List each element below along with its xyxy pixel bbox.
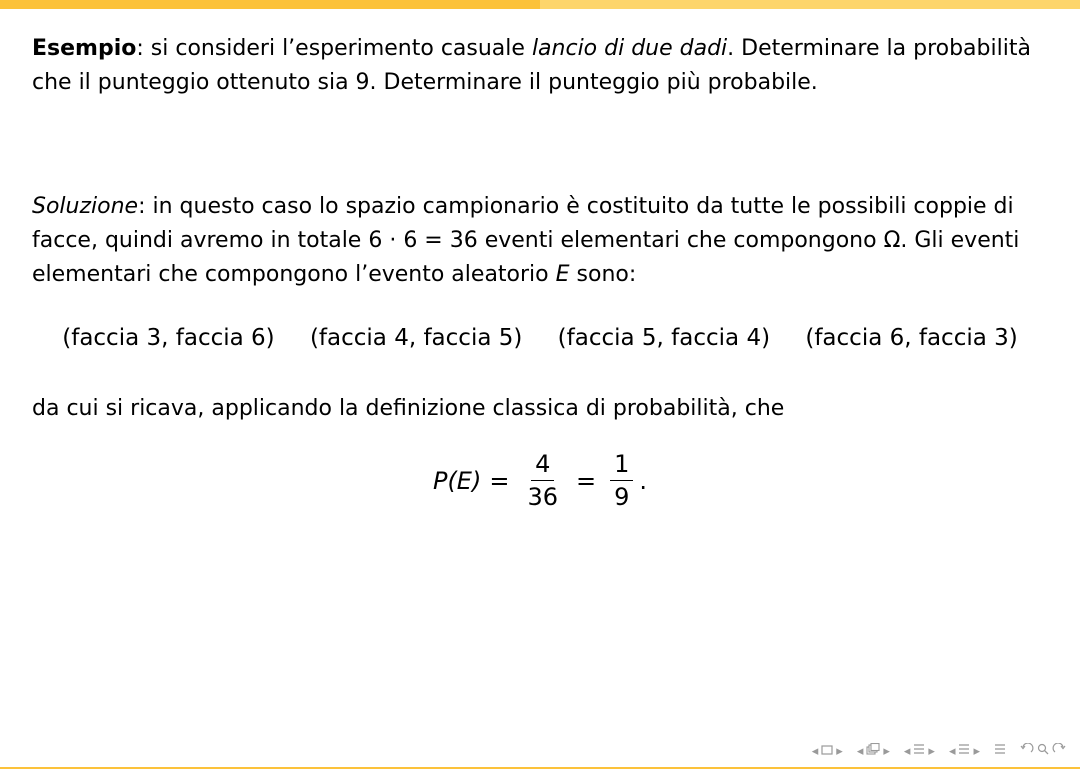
equals-sign: = bbox=[489, 466, 510, 495]
equals-sign: = bbox=[576, 466, 597, 495]
event-pair: (faccia 3, faccia 6) bbox=[62, 325, 275, 351]
fraction-denominator: 36 bbox=[527, 483, 558, 511]
fraction-4-36 bbox=[523, 450, 562, 511]
frame-nav-group bbox=[812, 744, 843, 759]
solution-text-1: : in questo caso lo spazio campionario è costituito da tutte le possibili coppie di facce, quindi avremo in totale 6 · 6 = 36 eventi elementari che compongono Ω. Gli eventi elementari che compongono l’evento aleatorio bbox=[32, 194, 1020, 287]
event-pair: (faccia 5, faccia 4) bbox=[557, 325, 771, 351]
frame-next-icon[interactable]: ▸ bbox=[836, 743, 843, 759]
section-icon[interactable] bbox=[958, 743, 970, 759]
formula-lhs: P(E) bbox=[432, 466, 482, 495]
subsection-next-icon[interactable]: ▸ bbox=[883, 743, 890, 759]
top-accent-bar bbox=[0, 0, 1080, 9]
probability-formula bbox=[0, 450, 1080, 511]
example-label: Esempio bbox=[32, 36, 137, 61]
history-nav-group bbox=[1020, 743, 1066, 759]
example-italic: lancio di due dadi bbox=[531, 36, 728, 61]
section-next-icon[interactable]: ▸ bbox=[928, 743, 935, 759]
search-icon[interactable] bbox=[1037, 743, 1049, 759]
fraction-denominator: 9 bbox=[614, 483, 630, 511]
section-prev-icon[interactable]: ◂ bbox=[948, 743, 956, 759]
beamer-navigation bbox=[812, 743, 1066, 759]
toc-icon[interactable] bbox=[994, 743, 1006, 759]
example-text-1: : si consideri l’esperimento casuale bbox=[136, 36, 532, 61]
fraction-numerator: 1 bbox=[610, 450, 633, 481]
example-text-2: . Determinare la probabilità che il punteggio ottenuto sia 9. Determinare il punteggio più probabile. bbox=[32, 36, 1031, 95]
section-icon[interactable] bbox=[913, 743, 925, 759]
event-pair: (faccia 4, faccia 5) bbox=[309, 325, 523, 351]
event-pairs-row bbox=[0, 325, 1080, 351]
subsection-icon[interactable] bbox=[866, 743, 880, 759]
solution-text-2: sono: bbox=[569, 262, 637, 287]
example-paragraph bbox=[32, 32, 1052, 100]
formula-period: . bbox=[639, 466, 648, 495]
forward-icon[interactable] bbox=[1052, 743, 1066, 759]
section2-nav-group bbox=[949, 743, 980, 759]
subsection-nav-group bbox=[857, 743, 890, 759]
subsection-prev-icon[interactable]: ◂ bbox=[856, 743, 864, 759]
fraction-numerator: 4 bbox=[531, 450, 554, 481]
top-accent-bar-left bbox=[0, 0, 540, 9]
derivation-text: da cui si ricava, applicando la definizione classica di probabilità, che bbox=[32, 396, 785, 421]
event-pair: (faccia 6, faccia 3) bbox=[805, 325, 1018, 351]
solution-label: Soluzione bbox=[32, 194, 139, 219]
section-nav-group bbox=[904, 743, 935, 759]
solution-paragraph bbox=[32, 190, 1052, 292]
frame-icon[interactable] bbox=[821, 744, 833, 759]
section-prev-icon[interactable]: ◂ bbox=[903, 743, 911, 759]
frame-prev-icon[interactable]: ◂ bbox=[811, 743, 819, 759]
back-icon[interactable] bbox=[1020, 743, 1034, 759]
event-symbol: E bbox=[555, 262, 570, 287]
section-next-icon[interactable]: ▸ bbox=[973, 743, 980, 759]
top-accent-bar-right bbox=[540, 0, 1080, 9]
fraction-1-9 bbox=[610, 450, 633, 511]
